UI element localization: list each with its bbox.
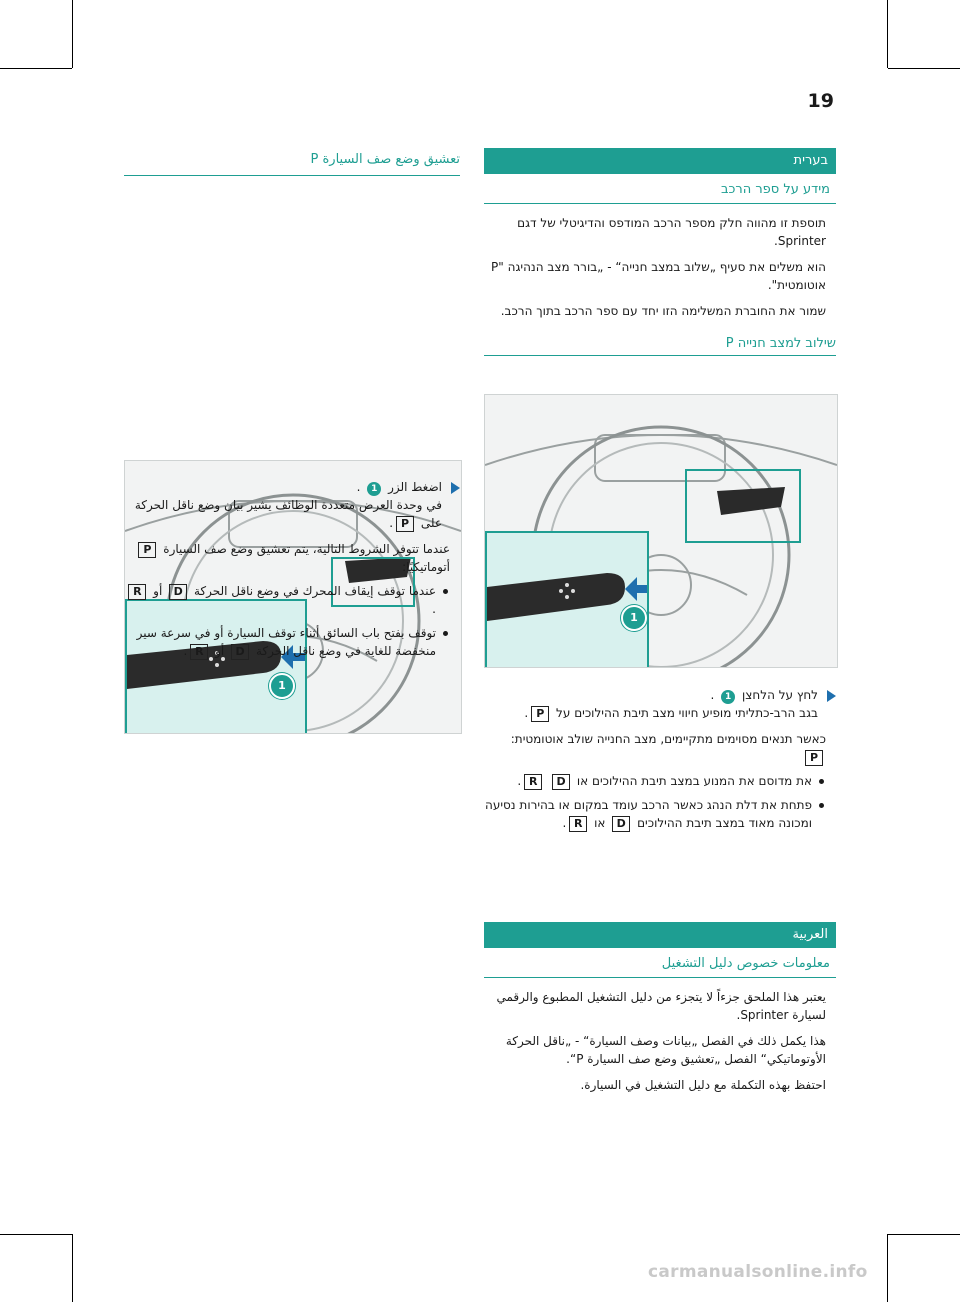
hebrew-step: לחץ על הלחצן 1 . (484, 686, 836, 704)
callout-1-inline: 1 (367, 482, 381, 496)
arabic-paragraph-3: احتفظ بهذه التكملة مع دليل التشغيل في السيارة. (580, 1078, 826, 1092)
key-p: P (531, 706, 549, 722)
arabic-paragraph-1: يعتبر هذا الملحق جزءاً لا يتجزء من دليل التشغيل المطبوع والرقمي لسيارة Sprinter. (496, 990, 826, 1022)
hebrew-language-band: בערית (484, 148, 836, 174)
callout-1: 1 (269, 673, 295, 699)
crop-mark (888, 1234, 960, 1235)
hebrew-step-result: בגב הרב-כתליתי מופיע חיווי מצב תיבת ההילוכים על P. (524, 706, 818, 720)
hebrew-subtitle: מידע על ספר הרכב (484, 174, 836, 204)
key-d: D (552, 774, 570, 790)
arabic-language-band: العربية (484, 922, 836, 948)
hebrew-instructions (484, 686, 836, 832)
hebrew-paragraph-3: שמור את החוברת המשלימה הזו יחד עם ספר הרכב בתוך הרכב. (500, 304, 826, 318)
hebrew-bullet-1: את מדוסם את המנוע במצב תיבת ההילוכים או D R. (484, 772, 836, 790)
key-p: P (138, 542, 156, 558)
bullet-dot-icon (443, 589, 448, 594)
bullet-dot-icon (819, 779, 824, 784)
hebrew-paragraph-2: הוא משלים את סעיף „שלוב במצב חנייה“ - „בורר מצב הנהיגה "P אוטומטית". (491, 260, 826, 292)
arabic-intro-section (484, 922, 836, 1094)
arabic-paragraph-2: هذا يكمل ذلك في الفصل „بيانات وصف السيارة“ - „ناقل الحركة الأوتوماتيكي“ الفصل „تعشيق وضع صف السيارة P“. (505, 1034, 826, 1066)
arabic-step-result: في وحدة العرض متعددة الوظائف يشير بيان وضع ناقل الحركة على P. (134, 498, 442, 530)
hebrew-paragraph-1: תוספת זו מהווה חלק מספר הרכב המודפס והדיגיטלי של דגם Sprinter. (517, 216, 826, 248)
step-arrow-icon (451, 482, 460, 494)
key-d: D (169, 584, 187, 600)
callout-1: 1 (621, 605, 647, 631)
crop-mark (72, 0, 73, 68)
hebrew-steering-figure (484, 394, 838, 668)
lever-closeup-inset (485, 531, 649, 668)
key-r: R (128, 584, 146, 600)
crop-mark (888, 68, 960, 69)
key-p: P (396, 516, 414, 532)
arabic-instructions (124, 478, 460, 660)
key-p: P (805, 750, 823, 766)
key-d: D (231, 644, 249, 660)
callout-1-inline: 1 (721, 690, 735, 704)
arabic-column (124, 152, 460, 176)
key-r: R (190, 644, 208, 660)
key-d: D (612, 816, 630, 832)
hebrew-bullet-2: פתחת את דלת הנהג כאשר הרכב עומד במקום או בהירות נסיעה ומכונה מאוד במצב תיבת ההילוכים D או R. (484, 796, 836, 832)
arabic-condition: عندما تتوفر الشروط التالية، يتم تعشيق وضع صف السيارة P أتوماتيكيًا: (124, 540, 460, 576)
key-r: R (569, 816, 587, 832)
arabic-bullet-2: توقف بفتح باب السائق أثناء توقف السيارة أو في سرعة سير منخفضة للغاية في وضع ناقل الحركة D أو R. (124, 624, 460, 660)
bullet-dot-icon (819, 803, 824, 808)
arabic-subtitle: معلومات خصوص دليل التشغيل (484, 948, 836, 978)
bullet-dot-icon (443, 631, 448, 636)
watermark: carmanualsonline.info (648, 1262, 868, 1282)
lever-closeup-drawing (487, 533, 647, 667)
crop-mark (0, 68, 72, 69)
lever-highlight-box (685, 469, 801, 543)
hebrew-section-title: שילוב למצב חנייה P (484, 336, 836, 356)
page-number: 19 (807, 90, 834, 112)
hebrew-condition: כאשר תנאים מסוימים מתקיימים, מצב החנייה שולב אוטומטית: P (510, 732, 826, 764)
crop-mark (0, 1234, 72, 1235)
crop-mark (72, 1234, 73, 1302)
arabic-bullet-1: عندما توقف إيقاف المحرك في وضع ناقل الحركة D أو R. (124, 582, 460, 618)
hebrew-column (484, 148, 836, 356)
key-r: R (524, 774, 542, 790)
step-arrow-icon (827, 690, 836, 702)
arabic-step: اضغط الزر 1 . (124, 478, 460, 496)
crop-mark (887, 0, 888, 68)
arabic-section-title: تعشيق وضع صف السيارة P (124, 152, 460, 176)
